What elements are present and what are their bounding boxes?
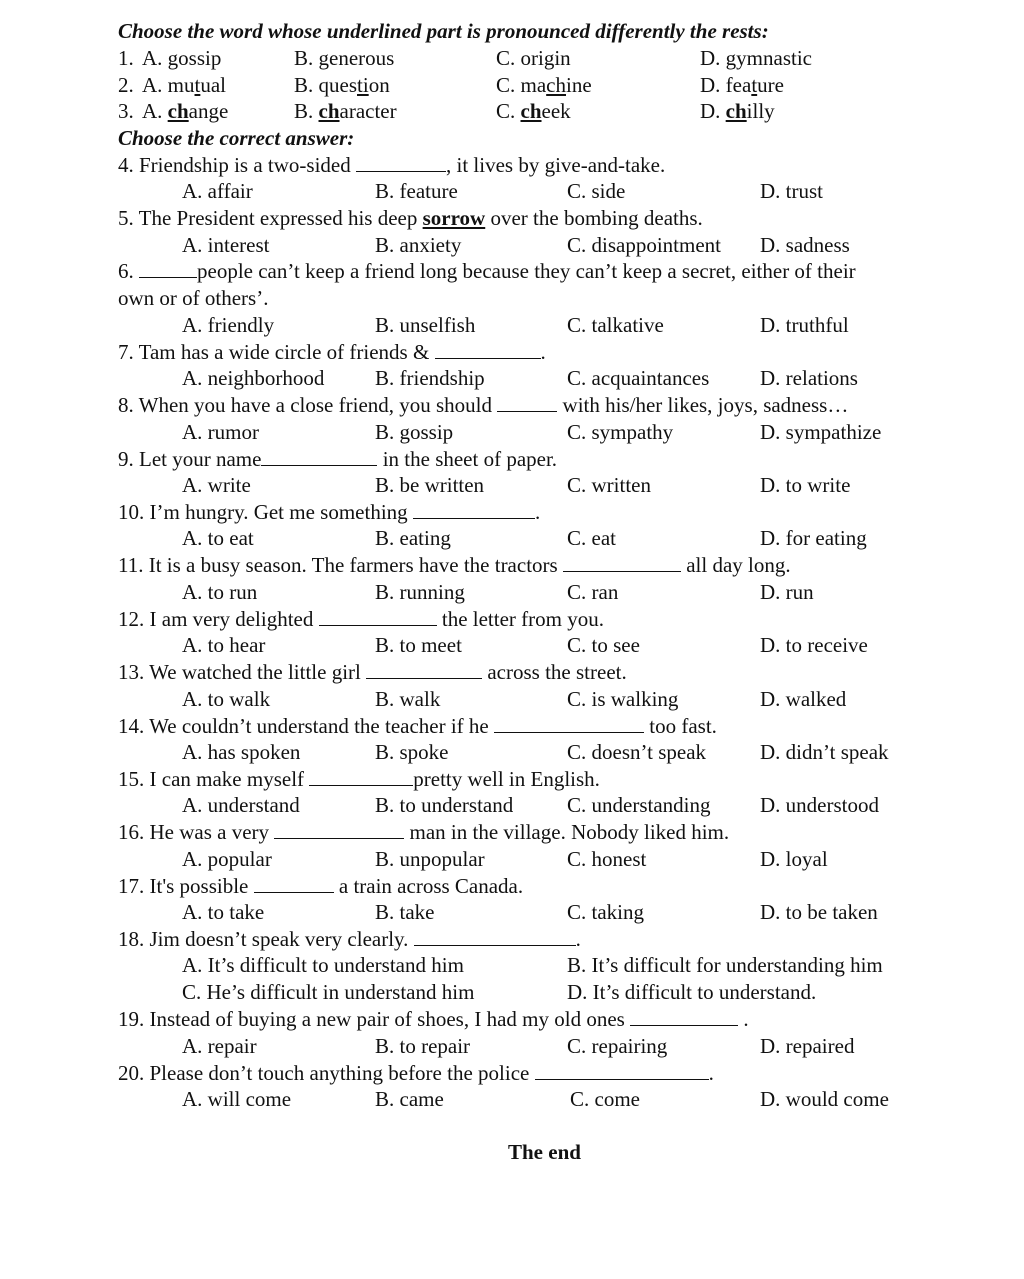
option bbox=[496, 45, 571, 71]
option bbox=[496, 72, 592, 98]
question-text: in the sheet of paper. bbox=[377, 447, 558, 471]
answer-blank bbox=[356, 153, 446, 172]
key-word: sorrow bbox=[422, 206, 486, 230]
question-text: 6. bbox=[118, 259, 139, 283]
option bbox=[700, 98, 775, 124]
answer-option: D. to be taken bbox=[760, 900, 878, 924]
answer-option: B. to meet bbox=[375, 633, 462, 657]
question-stem bbox=[118, 392, 848, 418]
answer-option: B. to repair bbox=[375, 1034, 471, 1058]
underlined-part: ti bbox=[357, 73, 369, 97]
answer-option: C. ran bbox=[567, 580, 619, 604]
answer-option: D. to receive bbox=[760, 633, 868, 657]
answer-option: D. to write bbox=[760, 473, 851, 497]
answer-option: B. be written bbox=[375, 473, 485, 497]
answer-option: A. affair bbox=[182, 179, 253, 203]
answer-option: C. sympathy bbox=[567, 420, 674, 444]
word-part: ossip bbox=[178, 46, 222, 70]
word-part: aracter bbox=[339, 99, 397, 123]
word-part: eek bbox=[541, 99, 571, 123]
answer-option: A. to hear bbox=[182, 633, 266, 657]
word-part: fea bbox=[725, 73, 752, 97]
underlined-part: ch bbox=[318, 99, 340, 123]
answer-option: A. to run bbox=[182, 580, 258, 604]
underlined-part: t bbox=[194, 73, 201, 97]
answer-option: B. take bbox=[375, 900, 435, 924]
answer-option: B. friendship bbox=[375, 366, 485, 390]
question-text: 10. I’m hungry. Get me something bbox=[118, 500, 413, 524]
answer-option: C. disappointment bbox=[567, 233, 721, 257]
options-row bbox=[0, 579, 1024, 605]
options-row bbox=[0, 365, 1024, 391]
question-text: . bbox=[534, 500, 541, 524]
underlined-part: t bbox=[751, 73, 758, 97]
question-text: 18. Jim doesn’t speak very clearly. bbox=[118, 927, 414, 951]
answer-option: B. unpopular bbox=[375, 847, 485, 871]
answer-option: B. eating bbox=[375, 526, 451, 550]
question-number: 1. bbox=[118, 46, 134, 70]
answer-option: C. written bbox=[567, 473, 651, 497]
answer-blank bbox=[435, 340, 541, 359]
question-text: . bbox=[575, 927, 581, 951]
answer-option: B. It’s difficult for understanding him bbox=[567, 953, 883, 977]
question-stem bbox=[118, 819, 729, 845]
options-row bbox=[0, 686, 1024, 712]
answer-blank bbox=[494, 714, 644, 733]
pron-question bbox=[0, 45, 1024, 71]
answer-option: A. understand bbox=[182, 793, 300, 817]
answer-option: D. walked bbox=[760, 687, 847, 711]
option bbox=[700, 72, 784, 98]
question-text: pretty well in English. bbox=[413, 767, 600, 791]
question-text: 11. It is a busy season. The farmers have the tractors bbox=[118, 553, 563, 577]
underlined-part: ch bbox=[520, 99, 542, 123]
question-stem bbox=[118, 205, 703, 231]
question-continuation: own or of others’. bbox=[118, 286, 269, 310]
answer-option: C. doesn’t speak bbox=[567, 740, 707, 764]
answer-option: A. to walk bbox=[182, 687, 271, 711]
answer-option: A. to take bbox=[182, 900, 265, 924]
question-text: 5. The President expressed his deep bbox=[118, 206, 423, 230]
the-end: The end bbox=[508, 1140, 581, 1164]
answer-option: D. relations bbox=[760, 366, 858, 390]
options-row bbox=[0, 178, 1024, 204]
word-part: in bbox=[554, 46, 571, 70]
answer-option: D. sympathize bbox=[760, 420, 882, 444]
question-text: . bbox=[540, 340, 546, 364]
question-stem bbox=[118, 766, 600, 792]
answer-option: C. talkative bbox=[567, 313, 664, 337]
options-row bbox=[0, 846, 1024, 872]
answer-option: A. interest bbox=[182, 233, 270, 257]
answer-option: D. understood bbox=[760, 793, 879, 817]
question-text: across the street. bbox=[482, 660, 627, 684]
option bbox=[142, 72, 226, 98]
answer-blank bbox=[535, 1061, 709, 1080]
word-part: ual bbox=[200, 73, 227, 97]
options-row bbox=[0, 739, 1024, 765]
answer-blank bbox=[630, 1007, 738, 1026]
answer-option: C. acquaintances bbox=[567, 366, 710, 390]
answer-option: A. rumor bbox=[182, 420, 259, 444]
answer-option: C. understanding bbox=[567, 793, 711, 817]
word-part: ure bbox=[757, 73, 784, 97]
answer-option: D. would come bbox=[760, 1087, 889, 1111]
answer-blank bbox=[309, 767, 413, 786]
option-letter: B. bbox=[294, 99, 314, 123]
word-part: ymnastic bbox=[736, 46, 812, 70]
question-text: 15. I can make myself bbox=[118, 767, 310, 791]
question-text: 8. When you have a close friend, you should bbox=[118, 393, 498, 417]
answer-option: B. anxiety bbox=[375, 233, 462, 257]
word-part: ange bbox=[188, 99, 229, 123]
answer-blank bbox=[563, 553, 681, 572]
pron-question bbox=[0, 98, 1024, 124]
option bbox=[294, 72, 390, 98]
options-row bbox=[0, 632, 1024, 658]
answer-option: C. taking bbox=[567, 900, 644, 924]
answer-blank bbox=[274, 820, 404, 839]
answer-blank bbox=[413, 500, 535, 519]
answer-blank bbox=[414, 927, 576, 946]
answer-option: D. trust bbox=[760, 179, 823, 203]
question-text: too fast. bbox=[644, 714, 717, 738]
answer-option: A. write bbox=[182, 473, 251, 497]
options-row bbox=[0, 525, 1024, 551]
answer-option: C. side bbox=[567, 179, 626, 203]
question-text: , it lives by give-and-take. bbox=[445, 153, 666, 177]
question-text: over the bombing deaths. bbox=[485, 206, 703, 230]
option bbox=[496, 98, 571, 124]
underlined-part: g bbox=[167, 46, 179, 70]
question-text: 13. We watched the little girl bbox=[118, 660, 367, 684]
question-stem bbox=[118, 499, 540, 525]
answer-option: B. walk bbox=[375, 687, 441, 711]
answer-option: D. loyal bbox=[760, 847, 828, 871]
question-text: 4. Friendship is a two-sided bbox=[118, 153, 356, 177]
option-letter: B. bbox=[294, 73, 314, 97]
word-part: on bbox=[368, 73, 390, 97]
question-text: 20. Please don’t touch anything before the police bbox=[118, 1061, 535, 1085]
answer-option: C. repairing bbox=[567, 1034, 668, 1058]
question-stem bbox=[118, 1060, 714, 1086]
question-stem bbox=[118, 552, 791, 578]
answer-option: B. feature bbox=[375, 179, 458, 203]
question-stem bbox=[118, 659, 627, 685]
option-letter: C. bbox=[496, 73, 516, 97]
underlined-part: ch bbox=[167, 99, 189, 123]
question-stem bbox=[118, 926, 581, 952]
word-part: ori bbox=[520, 46, 544, 70]
option-letter: D. bbox=[700, 46, 721, 70]
word-part: ine bbox=[566, 73, 592, 97]
options-row bbox=[0, 1033, 1024, 1059]
answer-option: A. will come bbox=[182, 1087, 292, 1111]
answer-option: B. to understand bbox=[375, 793, 514, 817]
question-stem bbox=[118, 446, 557, 472]
question-text: a train across Canada. bbox=[333, 874, 524, 898]
word-part: enerous bbox=[329, 46, 395, 70]
question-text: 12. I am very delighted bbox=[118, 607, 319, 631]
question-text: . bbox=[738, 1007, 749, 1031]
answer-option: C. come bbox=[570, 1087, 640, 1111]
question-text: with his/her likes, joys, sadness… bbox=[557, 393, 849, 417]
options-row bbox=[0, 472, 1024, 498]
options-row bbox=[0, 979, 1024, 1005]
word-part: ques bbox=[318, 73, 358, 97]
answer-blank bbox=[497, 393, 557, 412]
question-text: all day long. bbox=[680, 553, 791, 577]
answer-option: A. It’s difficult to understand him bbox=[182, 953, 464, 977]
answer-option: B. gossip bbox=[375, 420, 454, 444]
answer-option: B. running bbox=[375, 580, 465, 604]
option bbox=[294, 98, 397, 124]
word-part: mu bbox=[167, 73, 195, 97]
question-stem bbox=[118, 713, 717, 739]
answer-option: C. honest bbox=[567, 847, 647, 871]
answer-blank bbox=[366, 660, 482, 679]
answer-option: A. popular bbox=[182, 847, 272, 871]
question-stem bbox=[118, 258, 856, 284]
option-letter: C. bbox=[496, 99, 516, 123]
question-stem bbox=[118, 606, 604, 632]
answer-option: A. friendly bbox=[182, 313, 275, 337]
answer-option: C. eat bbox=[567, 526, 616, 550]
underlined-part: g bbox=[543, 46, 555, 70]
answer-blank bbox=[319, 607, 437, 626]
question-number: 3. bbox=[118, 99, 134, 123]
question-stem bbox=[118, 339, 546, 365]
question-text: 9. Let your name bbox=[118, 447, 262, 471]
question-stem bbox=[118, 1006, 749, 1032]
answer-option: C. to see bbox=[567, 633, 640, 657]
answer-blank bbox=[139, 259, 197, 278]
question-stem bbox=[118, 152, 665, 178]
question-text: 7. Tam has a wide circle of friends & bbox=[118, 340, 435, 364]
underlined-part: g bbox=[725, 46, 737, 70]
answer-blank bbox=[254, 874, 334, 893]
options-row bbox=[0, 952, 1024, 978]
answer-option: A. neighborhood bbox=[182, 366, 325, 390]
answer-option: A. repair bbox=[182, 1034, 257, 1058]
answer-option: D. run bbox=[760, 580, 814, 604]
question-text: the letter from you. bbox=[436, 607, 604, 631]
answer-option: B. came bbox=[375, 1087, 444, 1111]
answer-option: C. He’s difficult in understand him bbox=[182, 980, 475, 1004]
option bbox=[700, 45, 812, 71]
option-letter: C. bbox=[496, 46, 516, 70]
question-text: people can’t keep a friend long because they can’t keep a secret, either of their bbox=[197, 259, 856, 283]
options-row bbox=[0, 419, 1024, 445]
question-text: 16. He was a very bbox=[118, 820, 275, 844]
answer-option: C. is walking bbox=[567, 687, 679, 711]
answer-option: D. repaired bbox=[760, 1034, 855, 1058]
answer-option: D. sadness bbox=[760, 233, 850, 257]
question-text: . bbox=[708, 1061, 714, 1085]
underlined-part: g bbox=[318, 46, 330, 70]
option-letter: D. bbox=[700, 73, 721, 97]
option-letter: D. bbox=[700, 99, 721, 123]
option-letter: A. bbox=[142, 46, 163, 70]
option-letter: A. bbox=[142, 73, 163, 97]
question-text: man in the village. Nobody liked him. bbox=[404, 820, 730, 844]
question-text: 17. It's possible bbox=[118, 874, 254, 898]
underlined-part: ch bbox=[725, 99, 747, 123]
answer-option: B. unselfish bbox=[375, 313, 476, 337]
answer-option: D. didn’t speak bbox=[760, 740, 889, 764]
word-part: illy bbox=[746, 99, 775, 123]
options-row bbox=[0, 899, 1024, 925]
option bbox=[142, 45, 221, 71]
options-row bbox=[0, 792, 1024, 818]
section-heading-pronunciation: Choose the word whose underlined part is pronounced differently the rests: bbox=[118, 19, 769, 43]
answer-option: B. spoke bbox=[375, 740, 449, 764]
word-part: ma bbox=[520, 73, 547, 97]
question-text: 14. We couldn’t understand the teacher if he bbox=[118, 714, 494, 738]
answer-option: D. truthful bbox=[760, 313, 849, 337]
options-row bbox=[0, 1086, 1024, 1112]
options-row bbox=[0, 312, 1024, 338]
pron-question bbox=[0, 72, 1024, 98]
underlined-part: ch bbox=[546, 73, 566, 97]
answer-option: A. to eat bbox=[182, 526, 254, 550]
section-heading-correct-answer: Choose the correct answer: bbox=[118, 126, 355, 150]
answer-blank bbox=[261, 447, 377, 466]
question-text: 19. Instead of buying a new pair of shoes, I had my old ones bbox=[118, 1007, 631, 1031]
answer-option: D. It’s difficult to understand. bbox=[567, 980, 817, 1004]
options-row bbox=[0, 232, 1024, 258]
answer-option: D. for eating bbox=[760, 526, 867, 550]
option-letter: A. bbox=[142, 99, 163, 123]
option bbox=[294, 45, 394, 71]
option bbox=[142, 98, 228, 124]
question-stem bbox=[118, 873, 523, 899]
question-number: 2. bbox=[118, 73, 134, 97]
option-letter: B. bbox=[294, 46, 314, 70]
answer-option: A. has spoken bbox=[182, 740, 301, 764]
